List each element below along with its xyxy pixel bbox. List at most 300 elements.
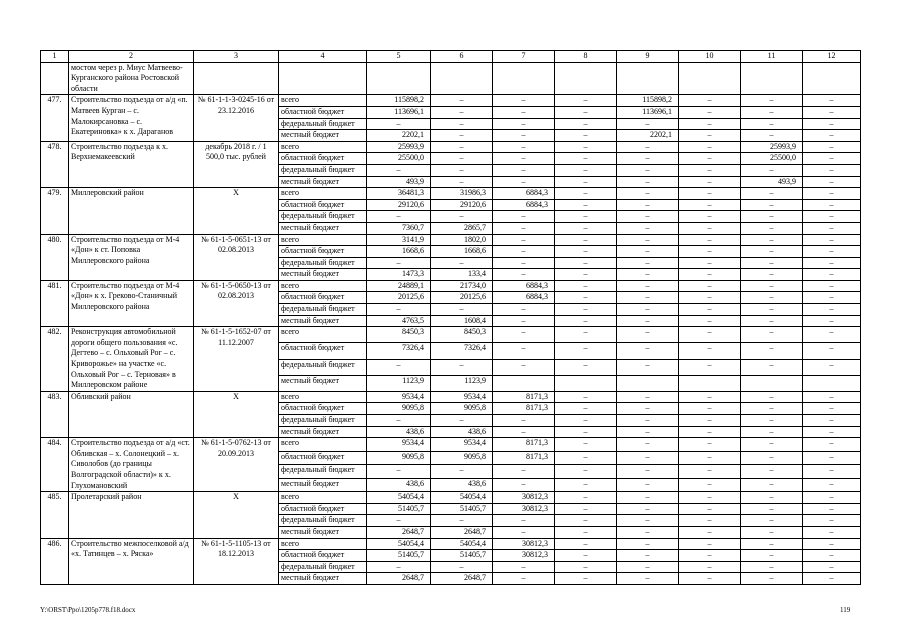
value-cell: 438,6 — [367, 426, 431, 438]
value-cell: – — [741, 211, 803, 223]
value-cell: – — [741, 573, 803, 585]
value-cell: – — [555, 451, 617, 464]
value-cell: – — [679, 304, 741, 316]
value-cell: 25500,0 — [741, 153, 803, 165]
value-cell: 8450,3 — [367, 327, 431, 343]
value-cell: – — [803, 451, 861, 464]
record-number: 480. — [41, 234, 69, 280]
record-code: № 61-1-5-1105-13 от 18.12.2013 — [194, 538, 279, 584]
value-cell: – — [741, 199, 803, 211]
value-cell: – — [679, 280, 741, 292]
value-cell: – — [493, 269, 555, 281]
value-cell: – — [803, 164, 861, 176]
value-cell: – — [803, 118, 861, 130]
value-cell: – — [555, 415, 617, 427]
value-cell: – — [555, 359, 617, 375]
value-cell: – — [431, 164, 493, 176]
value-cell: 6884,3 — [493, 188, 555, 200]
value-cell — [679, 375, 741, 391]
value-cell: – — [367, 257, 431, 269]
value-cell: 2202,1 — [367, 130, 431, 142]
value-cell: – — [741, 292, 803, 304]
value-cell: 438,6 — [367, 478, 431, 492]
value-cell: – — [741, 538, 803, 550]
budget-type: местный бюджет — [279, 222, 367, 234]
value-cell: 29120,6 — [367, 199, 431, 211]
budget-type: федеральный бюджет — [279, 515, 367, 527]
record-name: Обливский район — [69, 391, 194, 437]
value-cell: – — [679, 95, 741, 107]
value-cell: – — [431, 130, 493, 142]
budget-type: местный бюджет — [279, 269, 367, 281]
column-header: 12 — [803, 51, 861, 63]
value-cell: – — [679, 492, 741, 504]
value-cell: – — [555, 280, 617, 292]
value-cell: – — [803, 426, 861, 438]
value-cell: – — [741, 550, 803, 562]
value-cell: – — [803, 199, 861, 211]
value-cell: – — [493, 246, 555, 258]
value-cell: – — [493, 426, 555, 438]
value-cell: – — [741, 561, 803, 573]
value-cell: – — [679, 415, 741, 427]
value-cell: – — [803, 188, 861, 200]
value-cell: – — [555, 118, 617, 130]
value-cell: – — [555, 526, 617, 538]
table-row — [41, 438, 861, 451]
empty-cell — [194, 62, 279, 95]
value-cell: 9095,8 — [431, 451, 493, 464]
value-cell: – — [555, 426, 617, 438]
value-cell: – — [493, 415, 555, 427]
record-code: Х — [194, 391, 279, 437]
record-code: декабрь 2018 г. / 1 500,0 тыс. рублей — [194, 141, 279, 187]
value-cell: – — [679, 234, 741, 246]
column-header: 8 — [555, 51, 617, 63]
value-cell: – — [555, 538, 617, 550]
value-cell: – — [493, 130, 555, 142]
value-cell: – — [555, 465, 617, 478]
value-cell: – — [679, 538, 741, 550]
value-cell: – — [741, 269, 803, 281]
value-cell: – — [431, 515, 493, 527]
value-cell: – — [679, 515, 741, 527]
value-cell: – — [679, 176, 741, 188]
budget-type: федеральный бюджет — [279, 118, 367, 130]
table-row — [41, 95, 861, 107]
value-cell: – — [741, 451, 803, 464]
value-cell: – — [431, 415, 493, 427]
continuation-row — [41, 62, 861, 95]
budget-type: федеральный бюджет — [279, 465, 367, 478]
value-cell: – — [803, 478, 861, 492]
column-header: 10 — [679, 51, 741, 63]
value-cell: – — [617, 280, 679, 292]
value-cell: – — [555, 292, 617, 304]
value-cell: – — [617, 503, 679, 515]
value-cell: 30812,3 — [493, 550, 555, 562]
value-cell: – — [741, 426, 803, 438]
value-cell: – — [431, 359, 493, 375]
value-cell: – — [803, 403, 861, 415]
table-row — [41, 141, 861, 153]
value-cell: 2648,7 — [431, 526, 493, 538]
value-cell: – — [555, 188, 617, 200]
value-cell: – — [679, 211, 741, 223]
value-cell: – — [679, 327, 741, 343]
value-cell: – — [617, 359, 679, 375]
value-cell: – — [803, 315, 861, 327]
value-cell: 6884,3 — [493, 280, 555, 292]
value-cell: – — [679, 561, 741, 573]
value-cell: – — [741, 327, 803, 343]
value-cell: – — [803, 234, 861, 246]
value-cell: 21734,0 — [431, 280, 493, 292]
budget-type: областной бюджет — [279, 403, 367, 415]
value-cell: – — [679, 426, 741, 438]
value-cell: – — [367, 515, 431, 527]
value-cell: – — [555, 327, 617, 343]
budget-type: федеральный бюджет — [279, 164, 367, 176]
empty-cell — [431, 62, 493, 95]
value-cell: – — [741, 164, 803, 176]
value-cell: – — [803, 141, 861, 153]
record-code: № 61-1-5-0762-13 от 20.09.2013 — [194, 438, 279, 492]
value-cell: 1668,6 — [431, 246, 493, 258]
budget-type: федеральный бюджет — [279, 304, 367, 316]
record-code: Х — [194, 188, 279, 234]
value-cell: – — [493, 465, 555, 478]
value-cell: 2648,7 — [367, 573, 431, 585]
table-row — [41, 391, 861, 403]
value-cell: 115898,2 — [367, 95, 431, 107]
value-cell: – — [803, 222, 861, 234]
value-cell: 9534,4 — [431, 438, 493, 451]
value-cell: 24889,1 — [367, 280, 431, 292]
value-cell: – — [803, 292, 861, 304]
value-cell — [803, 375, 861, 391]
record-code: № 61-1-1-3-0245-16 от 23.12.2016 — [194, 95, 279, 141]
budget-type: всего — [279, 492, 367, 504]
value-cell: 25500,0 — [367, 153, 431, 165]
footer-file-path: Y:\ORST\Ppo\1205p778.f18.docx — [40, 606, 136, 614]
value-cell: – — [803, 538, 861, 550]
value-cell: – — [741, 280, 803, 292]
value-cell: – — [431, 257, 493, 269]
value-cell: – — [555, 573, 617, 585]
value-cell: – — [741, 415, 803, 427]
value-cell: – — [493, 561, 555, 573]
value-cell: 438,6 — [431, 426, 493, 438]
value-cell: – — [555, 199, 617, 211]
value-cell: – — [679, 130, 741, 142]
value-cell: 2648,7 — [431, 573, 493, 585]
value-cell: – — [803, 573, 861, 585]
value-cell: – — [555, 246, 617, 258]
value-cell: 51405,7 — [431, 550, 493, 562]
table-row — [41, 234, 861, 246]
table-body — [41, 51, 861, 585]
value-cell: – — [555, 492, 617, 504]
value-cell: – — [617, 403, 679, 415]
value-cell: – — [617, 315, 679, 327]
value-cell — [741, 375, 803, 391]
budget-type: местный бюджет — [279, 176, 367, 188]
value-cell: – — [803, 95, 861, 107]
value-cell: – — [431, 304, 493, 316]
value-cell: – — [679, 573, 741, 585]
value-cell: – — [493, 304, 555, 316]
value-cell: – — [555, 234, 617, 246]
value-cell: – — [493, 222, 555, 234]
value-cell: 7326,4 — [367, 343, 431, 359]
value-cell: – — [555, 438, 617, 451]
budget-type: всего — [279, 188, 367, 200]
value-cell: – — [367, 304, 431, 316]
value-cell: – — [555, 222, 617, 234]
empty-cell — [41, 62, 69, 95]
value-cell: – — [679, 315, 741, 327]
value-cell: 30812,3 — [493, 538, 555, 550]
record-number: 477. — [41, 95, 69, 141]
table-row — [41, 538, 861, 550]
value-cell: – — [741, 359, 803, 375]
table-row — [41, 492, 861, 504]
value-cell: – — [679, 141, 741, 153]
value-cell: – — [617, 478, 679, 492]
value-cell: – — [741, 304, 803, 316]
value-cell: 9534,4 — [431, 391, 493, 403]
value-cell: 51405,7 — [367, 550, 431, 562]
value-cell: – — [555, 211, 617, 223]
value-cell: – — [679, 478, 741, 492]
value-cell: – — [555, 343, 617, 359]
record-number: 485. — [41, 492, 69, 538]
value-cell: – — [679, 438, 741, 451]
value-cell: 54054,4 — [367, 538, 431, 550]
value-cell: – — [617, 451, 679, 464]
record-name: Пролетарский район — [69, 492, 194, 538]
value-cell: – — [679, 550, 741, 562]
column-header: 4 — [279, 51, 367, 63]
value-cell: 54054,4 — [367, 492, 431, 504]
value-cell: – — [493, 106, 555, 118]
value-cell: – — [741, 95, 803, 107]
value-cell: – — [493, 95, 555, 107]
value-cell: – — [803, 438, 861, 451]
value-cell: – — [555, 164, 617, 176]
column-header: 9 — [617, 51, 679, 63]
budget-type: местный бюджет — [279, 478, 367, 492]
value-cell: – — [617, 492, 679, 504]
budget-table — [40, 50, 861, 585]
value-cell: – — [555, 176, 617, 188]
value-cell: – — [367, 164, 431, 176]
value-cell: – — [679, 451, 741, 464]
value-cell: 1123,9 — [367, 375, 431, 391]
record-number: 484. — [41, 438, 69, 492]
record-code: Х — [194, 492, 279, 538]
record-name: Строительство подъезда к х. Верхнемакеевский — [69, 141, 194, 187]
value-cell: – — [555, 269, 617, 281]
table-row — [41, 188, 861, 200]
value-cell: – — [367, 465, 431, 478]
empty-cell — [493, 62, 555, 95]
value-cell: – — [679, 164, 741, 176]
value-cell: 1802,0 — [431, 234, 493, 246]
table-row — [41, 327, 861, 343]
value-cell: – — [617, 438, 679, 451]
value-cell: 4763,5 — [367, 315, 431, 327]
value-cell: – — [741, 503, 803, 515]
value-cell: 36481,3 — [367, 188, 431, 200]
value-cell: – — [617, 164, 679, 176]
value-cell: – — [741, 222, 803, 234]
budget-type: областной бюджет — [279, 153, 367, 165]
value-cell: 31986,3 — [431, 188, 493, 200]
budget-type: областной бюджет — [279, 199, 367, 211]
value-cell: – — [679, 503, 741, 515]
value-cell: – — [803, 561, 861, 573]
value-cell: – — [617, 343, 679, 359]
column-header: 3 — [194, 51, 279, 63]
value-cell: 2648,7 — [367, 526, 431, 538]
value-cell: – — [679, 269, 741, 281]
value-cell: – — [617, 550, 679, 562]
value-cell: – — [431, 176, 493, 188]
value-cell: – — [803, 359, 861, 375]
budget-type: всего — [279, 95, 367, 107]
value-cell: – — [367, 561, 431, 573]
value-cell: 20125,6 — [431, 292, 493, 304]
value-cell: – — [555, 391, 617, 403]
value-cell: – — [803, 269, 861, 281]
value-cell: – — [617, 415, 679, 427]
value-cell: – — [493, 257, 555, 269]
budget-type: местный бюджет — [279, 315, 367, 327]
value-cell: – — [617, 426, 679, 438]
value-cell: – — [367, 359, 431, 375]
value-cell: 493,9 — [741, 176, 803, 188]
value-cell: – — [679, 343, 741, 359]
value-cell: 1123,9 — [431, 375, 493, 391]
budget-type: областной бюджет — [279, 503, 367, 515]
value-cell: – — [741, 343, 803, 359]
value-cell: – — [679, 257, 741, 269]
budget-type: местный бюджет — [279, 526, 367, 538]
value-cell: – — [741, 315, 803, 327]
value-cell: – — [679, 222, 741, 234]
value-cell: – — [493, 118, 555, 130]
budget-type: областной бюджет — [279, 106, 367, 118]
value-cell: – — [555, 561, 617, 573]
value-cell: 8171,3 — [493, 451, 555, 464]
page-number: 119 — [840, 606, 851, 614]
value-cell: – — [367, 118, 431, 130]
budget-type: федеральный бюджет — [279, 211, 367, 223]
record-number: 483. — [41, 391, 69, 437]
value-cell — [493, 375, 555, 391]
budget-type: всего — [279, 438, 367, 451]
value-cell: – — [679, 391, 741, 403]
value-cell: 1608,4 — [431, 315, 493, 327]
budget-type: областной бюджет — [279, 343, 367, 359]
value-cell: – — [803, 515, 861, 527]
value-cell: 54054,4 — [431, 492, 493, 504]
budget-type: всего — [279, 538, 367, 550]
value-cell: – — [679, 465, 741, 478]
budget-type: местный бюджет — [279, 375, 367, 391]
value-cell: 29120,6 — [431, 199, 493, 211]
value-cell: – — [617, 526, 679, 538]
record-name: Строительство подъезда от а/д «п. Матвеев Курган – с. Малокирсановка – с. Екатериновка» к х. Дараганов — [69, 95, 194, 141]
value-cell: 1668,6 — [367, 246, 431, 258]
value-cell: – — [803, 415, 861, 427]
value-cell: – — [493, 153, 555, 165]
value-cell: – — [367, 211, 431, 223]
budget-type: всего — [279, 141, 367, 153]
value-cell: 9095,8 — [431, 403, 493, 415]
budget-type: всего — [279, 391, 367, 403]
value-cell: – — [741, 403, 803, 415]
record-name: Строительство подъезда от М-4 «Дон» к ст. Поповка Миллеровского района — [69, 234, 194, 280]
record-number: 479. — [41, 188, 69, 234]
empty-cell — [803, 62, 861, 95]
value-cell: – — [617, 327, 679, 343]
value-cell: – — [617, 391, 679, 403]
budget-type: всего — [279, 280, 367, 292]
empty-cell — [555, 62, 617, 95]
record-name: Миллеровский район — [69, 188, 194, 234]
value-cell: – — [803, 176, 861, 188]
value-cell: – — [679, 153, 741, 165]
value-cell: – — [803, 526, 861, 538]
value-cell: 2865,7 — [431, 222, 493, 234]
budget-type: федеральный бюджет — [279, 415, 367, 427]
value-cell: – — [555, 403, 617, 415]
value-cell: – — [803, 492, 861, 504]
value-cell: – — [493, 359, 555, 375]
value-cell: 2202,1 — [617, 130, 679, 142]
empty-cell — [617, 62, 679, 95]
record-number: 481. — [41, 280, 69, 326]
value-cell: – — [679, 292, 741, 304]
value-cell: 51405,7 — [367, 503, 431, 515]
value-cell: – — [493, 515, 555, 527]
value-cell: – — [617, 188, 679, 200]
budget-type: местный бюджет — [279, 130, 367, 142]
value-cell: 7326,4 — [431, 343, 493, 359]
value-cell: – — [803, 130, 861, 142]
value-cell: – — [679, 403, 741, 415]
budget-type: местный бюджет — [279, 573, 367, 585]
value-cell: – — [803, 343, 861, 359]
record-code: № 61-1-5-1652-07 от 11.12.2007 — [194, 327, 279, 392]
value-cell: – — [617, 304, 679, 316]
value-cell: – — [555, 141, 617, 153]
value-cell: – — [679, 199, 741, 211]
record-number: 486. — [41, 538, 69, 584]
value-cell: 6884,3 — [493, 199, 555, 211]
value-cell — [555, 375, 617, 391]
value-cell: – — [493, 478, 555, 492]
value-cell: – — [803, 327, 861, 343]
value-cell: – — [617, 118, 679, 130]
record-number: 478. — [41, 141, 69, 187]
column-header: 2 — [69, 51, 194, 63]
record-code: № 61-1-5-0650-13 от 02.08.2013 — [194, 280, 279, 326]
value-cell: – — [741, 188, 803, 200]
